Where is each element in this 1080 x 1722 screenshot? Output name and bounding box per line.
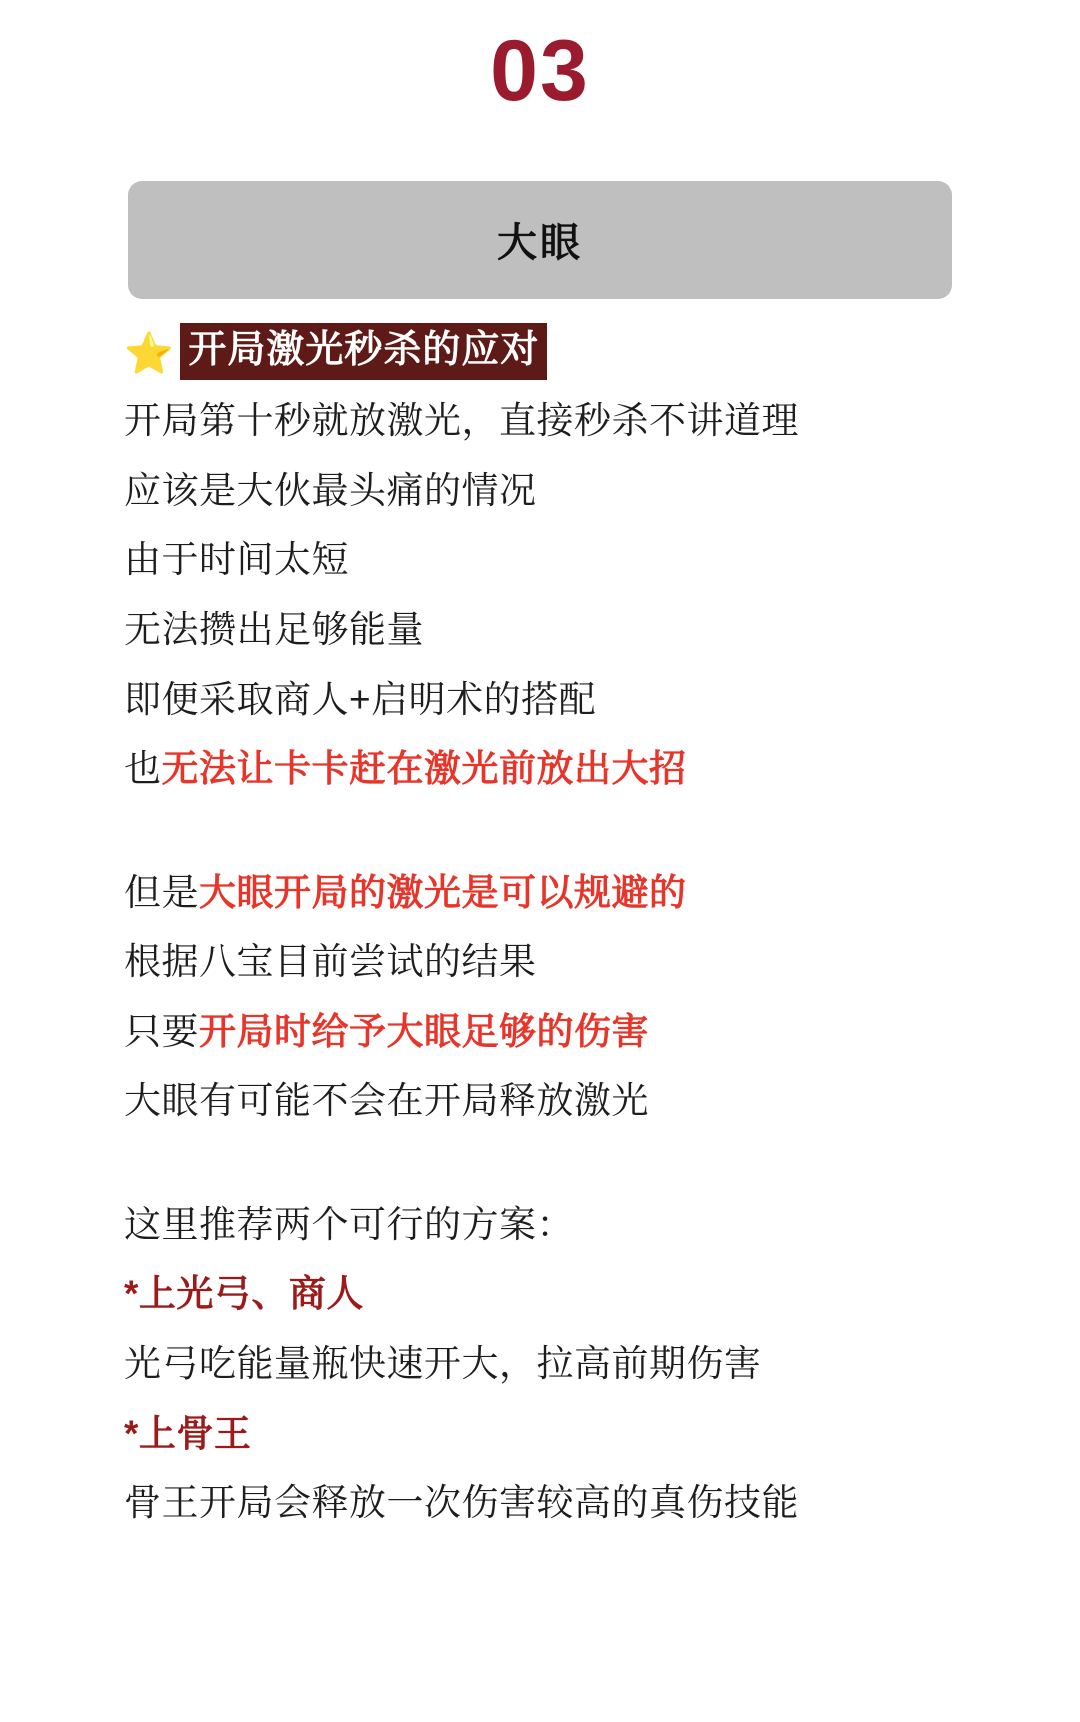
- text-line-emphasis: [124, 858, 956, 928]
- text-line-emphasis: [124, 997, 956, 1067]
- text-line: 开局第十秒就放激光，直接秒杀不讲道理: [124, 400, 799, 442]
- subsection-heading-text: 开局激光秒杀的应对: [180, 323, 547, 381]
- text-line: 这里推荐两个可行的方案：: [124, 1203, 574, 1245]
- text-line: 光弓吃能量瓶快速开大，拉高前期伤害: [124, 1342, 762, 1384]
- text-line: 大眼有可能不会在开局释放激光: [124, 1080, 649, 1122]
- paragraph-block-2: [124, 858, 956, 1136]
- paragraph-block-1: [124, 386, 956, 803]
- line-prefix: 但是: [124, 871, 199, 913]
- section-title: 大眼: [497, 221, 583, 266]
- page-number: 03: [490, 23, 590, 119]
- line-highlight: 大眼开局的激光是可以规避的: [199, 871, 687, 913]
- text-line: 无法攒出足够能量: [124, 609, 424, 651]
- text-line-option: *上骨王: [124, 1412, 252, 1454]
- line-highlight: 无法让卡卡赶在激光前放出大招: [161, 748, 687, 790]
- text-line-option: *上光弓、商人: [124, 1273, 364, 1315]
- text-line: 即便采取商人+启明术的搭配: [124, 678, 597, 720]
- paragraph-block-3: [124, 1190, 956, 1538]
- article-body: [124, 323, 956, 1538]
- text-line: 骨王开局会释放一次伤害较高的真伤技能: [124, 1482, 799, 1524]
- text-line: 根据八宝目前尝试的结果: [124, 941, 537, 983]
- subsection-heading: [124, 323, 956, 381]
- section-title-bar: [128, 181, 952, 299]
- text-line: 应该是大伙最头痛的情况: [124, 469, 537, 511]
- star-icon: ⭐: [124, 331, 175, 376]
- text-line: 由于时间太短: [124, 539, 349, 581]
- line-prefix: 只要: [124, 1010, 199, 1052]
- paragraph-spacer: [124, 1136, 956, 1190]
- text-line-emphasis: [124, 734, 956, 804]
- paragraph-spacer: [124, 804, 956, 858]
- line-prefix: 也: [124, 748, 162, 790]
- line-highlight: 开局时给予大眼足够的伤害: [199, 1010, 649, 1052]
